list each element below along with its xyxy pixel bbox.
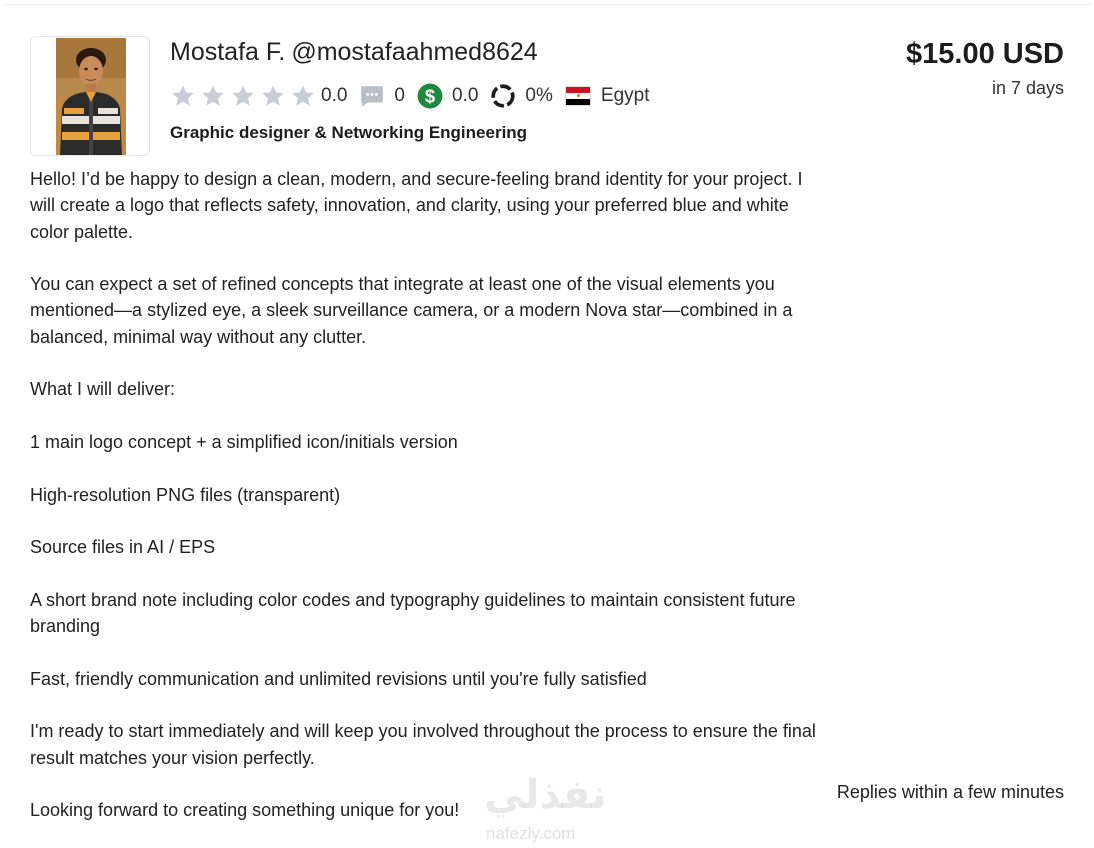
star-icon <box>290 83 316 109</box>
country-name: Egypt <box>600 85 650 106</box>
egypt-flag-icon <box>565 86 591 106</box>
comment-icon <box>359 83 385 109</box>
star-icon <box>170 83 196 109</box>
response-time: Replies within a few minutes <box>836 782 1064 802</box>
rating-value: 0.0 <box>321 85 348 106</box>
reviews-count: 0 <box>394 85 405 106</box>
proposal-paragraph: What I will deliver: <box>30 379 176 400</box>
proposal-paragraph: Fast, friendly communication and unlimited revisions until you're fully satisfied <box>30 668 647 689</box>
proposal-paragraph: 1 main logo concept + a simplified icon/initials version <box>30 431 458 452</box>
star-icon <box>200 83 226 109</box>
delivery-time: in 7 days <box>991 78 1064 98</box>
freelancer-name[interactable]: Mostafa F. <box>170 38 286 66</box>
freelancer-title: Graphic designer & Networking Engineering <box>170 123 528 142</box>
proposal-paragraph: Looking forward to creating something unique for you! <box>30 800 460 821</box>
proposal-paragraph: You can expect a set of refined concepts that integrate at least one of the visual elements you mentioned—a stylized eye, a sleek surveillance camera, or a modern Nova star—combined in a balanced, minimal way without any clutter. <box>30 274 793 347</box>
proposal-paragraph: Hello! I’d be happy to design a clean, modern, and secure-feeling brand identity for your project. I will create a logo that reflects safety, innovation, and clarity, using your preferred blue and white color palette. <box>30 169 803 242</box>
proposal-paragraph: High-resolution PNG files (transparent) <box>30 484 341 505</box>
avatar-photo <box>56 38 126 156</box>
watermark-arabic: نفذلي <box>484 772 607 818</box>
avatar[interactable] <box>30 36 150 156</box>
dollar-icon <box>417 83 443 109</box>
proposal-paragraph: A short brand note including color codes and typography guidelines to maintain consistent future branding <box>30 589 796 637</box>
earnings-score: 0.0 <box>452 85 479 106</box>
stats-row <box>170 82 649 110</box>
watermark-latin: nafezly.com <box>486 824 576 843</box>
freelancer-name-line[interactable] <box>170 38 538 67</box>
top-divider <box>4 4 1090 5</box>
star-icon <box>260 83 286 109</box>
proposal-paragraph: Source files in AI / EPS <box>30 537 216 558</box>
proposal-text <box>30 166 820 823</box>
completion-rate: 0% <box>525 85 553 106</box>
proposal-paragraph: I'm ready to start immediately and will keep you involved throughout the process to ensure the final result matches your vision perfectly. <box>30 721 816 768</box>
progress-ring-icon <box>490 83 516 109</box>
rating-stars <box>170 83 320 109</box>
offer-price: $15.00 USD <box>906 38 1064 70</box>
svg-text:$: $ <box>424 85 436 107</box>
star-icon <box>230 83 256 109</box>
freelancer-handle[interactable]: @mostafaahmed8624 <box>291 38 538 66</box>
